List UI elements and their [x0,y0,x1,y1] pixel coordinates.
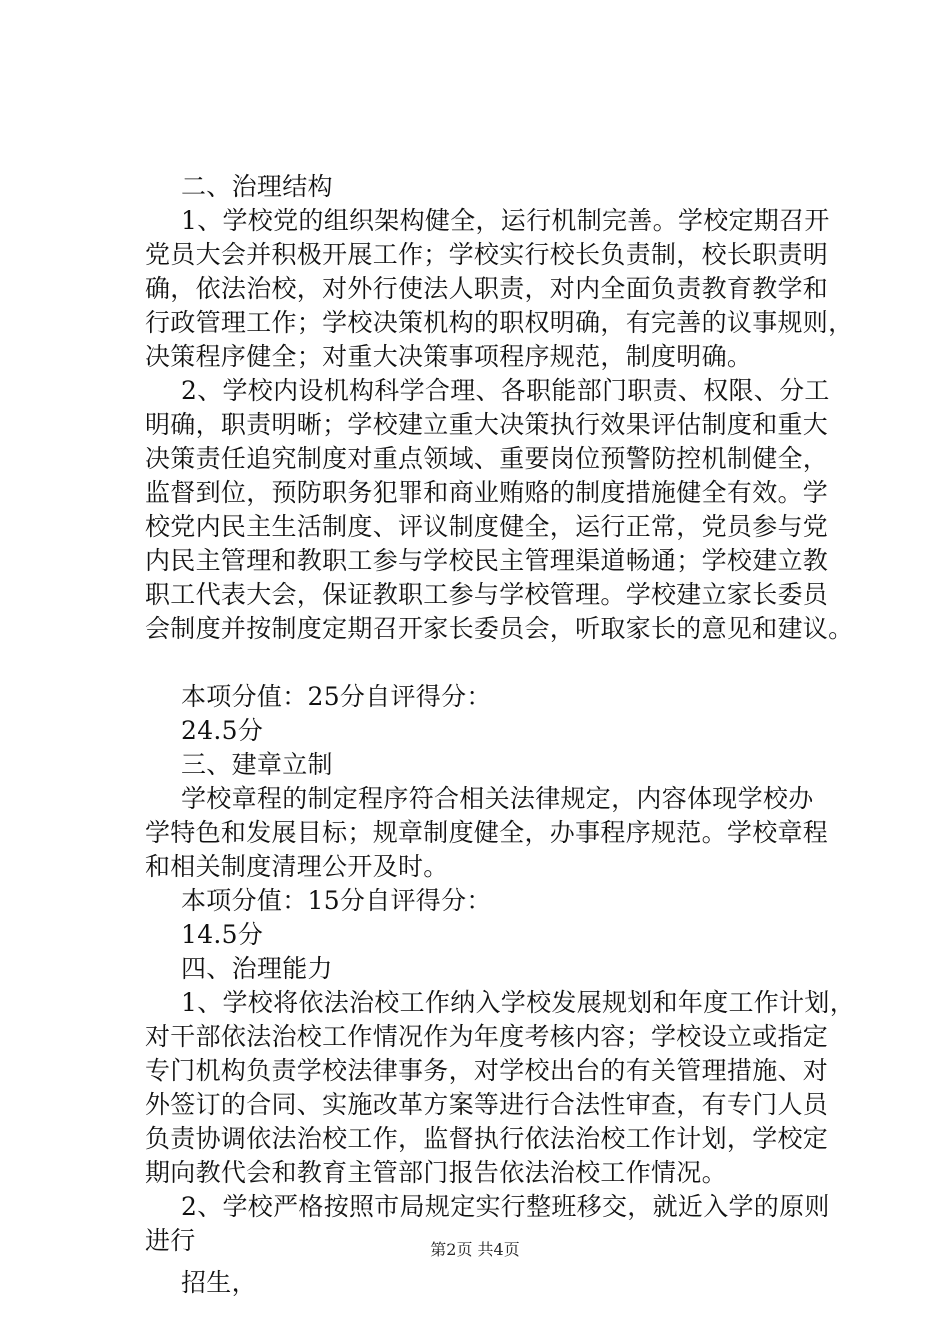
blank-line [145,646,850,680]
paragraph-line: 和相关制度清理公开及时。 [145,852,449,881]
paragraph-line: 期向教代会和教育主管部门报告依法治校工作情况。 [145,1158,727,1187]
paragraph-line: 招生， [181,1268,257,1297]
document-body [145,170,856,1300]
section-heading-rules: 三、建章立制 [181,750,333,779]
paragraph-line: 外签订的合同、实施改革方案等进行合法性审查，有专门人员 [145,1090,829,1119]
paragraph-line: 1、学校党的组织架构健全，运行机制完善。学校定期召开 [181,206,830,235]
section-heading-governance-capacity: 四、治理能力 [181,954,333,983]
paragraph-line: 专门机构负责学校法律事务，对学校出台的有关管理措施、对 [145,1056,829,1085]
page-footer: 第2页 共4页 [430,1240,520,1259]
paragraph-line: 1、学校将依法治校工作纳入学校发展规划和年度工作计划， [181,988,856,1017]
score-value: 14.5分 [181,920,264,949]
paragraph-line: 内民主管理和教职工参与学校民主管理渠道畅通；学校建立教 [145,546,829,575]
paragraph-line: 行政管理工作；学校决策机构的职权明确，有完善的议事规则， [145,308,854,337]
paragraph-line: 学校章程的制定程序符合相关法律规定，内容体现学校办 [181,784,814,813]
paragraph-line: 决策责任追究制度对重点领域、重要岗位预警防控机制健全， [145,444,829,473]
paragraph-line: 职工代表大会，保证教职工参与学校管理。学校建立家长委员 [145,580,829,609]
score-value: 24.5分 [181,716,264,745]
paragraph-line: 会制度并按制度定期召开家长委员会，听取家长的意见和建议。 [145,614,854,643]
paragraph-line: 2、学校内设机构科学合理、各职能部门职责、权限、分工 [181,376,830,405]
paragraph-line: 对干部依法治校工作情况作为年度考核内容；学校设立或指定 [145,1022,829,1051]
paragraph-line: 负责协调依法治校工作，监督执行依法治校工作计划，学校定 [145,1124,829,1153]
section-heading-governance-structure: 二、治理结构 [181,172,333,201]
paragraph-line: 决策程序健全；对重大决策事项程序规范，制度明确。 [145,342,753,371]
paragraph-line: 进行 [145,1226,196,1255]
paragraph-line: 党员大会并积极开展工作；学校实行校长负责制，校长职责明 [145,240,829,269]
paragraph-line: 确，依法治校，对外行使法人职责，对内全面负责教育教学和 [145,274,829,303]
paragraph-line: 2、学校严格按照市局规定实行整班移交，就近入学的原则 [181,1192,830,1221]
paragraph-line: 明确，职责明晰；学校建立重大决策执行效果评估制度和重大 [145,410,829,439]
paragraph-line: 校党内民主生活制度、评议制度健全，运行正常，党员参与党 [145,512,829,541]
score-line: 本项分值：25分自评得分： [181,682,492,711]
paragraph-line: 学特色和发展目标；规章制度健全，办事程序规范。学校章程 [145,818,829,847]
paragraph-line: 监督到位，预防职务犯罪和商业贿赂的制度措施健全有效。学 [145,478,829,507]
score-line: 本项分值：15分自评得分： [181,886,492,915]
